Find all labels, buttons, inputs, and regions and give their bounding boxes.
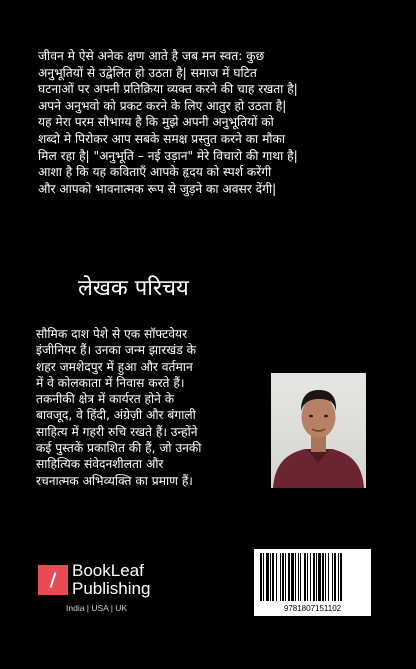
author-bio <box>36 326 266 489</box>
blurb-line: आशा है कि यह कविताएँ आपके हृदय को स्पर्श करेंगी <box>38 165 272 180</box>
bio-line: तकनीकी क्षेत्र में कार्यरत होने के <box>36 392 175 407</box>
bio-line: कई पुस्तकें प्रकाशित की हैं, जो उनकी <box>36 441 202 456</box>
bookleaf-logo-icon <box>38 565 68 595</box>
author-intro-heading: लेखक परिचय <box>78 276 189 301</box>
author-portrait-illustration <box>271 373 366 488</box>
bio-line: बावजूद, वे हिंदी, अंग्रेज़ी और बंगाली <box>36 408 196 423</box>
blurb-line: शब्दो मे पिरोकर आप सबके समक्ष प्रस्तुत करने का मौका <box>38 131 286 146</box>
publisher-name-line1: BookLeaf <box>72 561 144 580</box>
blurb-line: यह मेरा परम सौभाग्य है कि मुझे अपनी अनुभूतियों को <box>38 115 274 130</box>
blurb-line: अपने अनुभवो को प्रकट करने के लिए आतुर हो उठता है| <box>38 98 287 113</box>
blurb-line: और आपको भावनात्मक रूप से जुड़ने का अवसर देंगी| <box>38 181 277 196</box>
bio-line: शहर जमशेदपुर में हुआ और वर्तमान <box>36 359 193 374</box>
bio-line: इंजीनियर हैं। उनका जन्म झारखंड के <box>36 343 196 358</box>
isbn-barcode <box>254 549 371 616</box>
bio-line: में वे कोलकाता में निवास करते हैं। <box>36 375 185 390</box>
publisher-name <box>72 562 150 598</box>
blurb-line: मिल रहा है| "अनुभूति – नई उड़ान" मेरे विचारो की गाथा है| <box>38 148 298 163</box>
bio-line: साहित्यिक संवेदनशीलता और <box>36 457 164 472</box>
bio-line: सौमिक दाश पेशे से एक सॉफ्टवेयर <box>36 327 188 341</box>
publisher-name-line2: Publishing <box>72 579 151 598</box>
publisher-regions: India | USA | UK <box>66 603 128 613</box>
blurb-line: जीवन मे ऐसे अनेक क्षण आते है जब मन स्वत: कुछ <box>38 49 265 63</box>
author-photo <box>271 373 366 488</box>
blurb-line: अनुभूतियों से उद्वेलित हो उठता है| समाज में घटित <box>38 65 257 80</box>
bio-line: रचनात्मक अभिव्यक्ति का प्रमाण हैं। <box>36 473 193 488</box>
blurb-line: घटनाओं पर अपनी प्रतिक्रिया व्यक्त करने की चाह रखता है| <box>38 82 298 97</box>
barcode-bars-icon <box>260 553 365 601</box>
isbn-number: 9781807151102 <box>283 604 342 613</box>
back-cover-blurb <box>38 48 388 197</box>
bio-line: साहित्य में गहरी रुचि रखते हैं। उन्होंने <box>36 424 198 439</box>
